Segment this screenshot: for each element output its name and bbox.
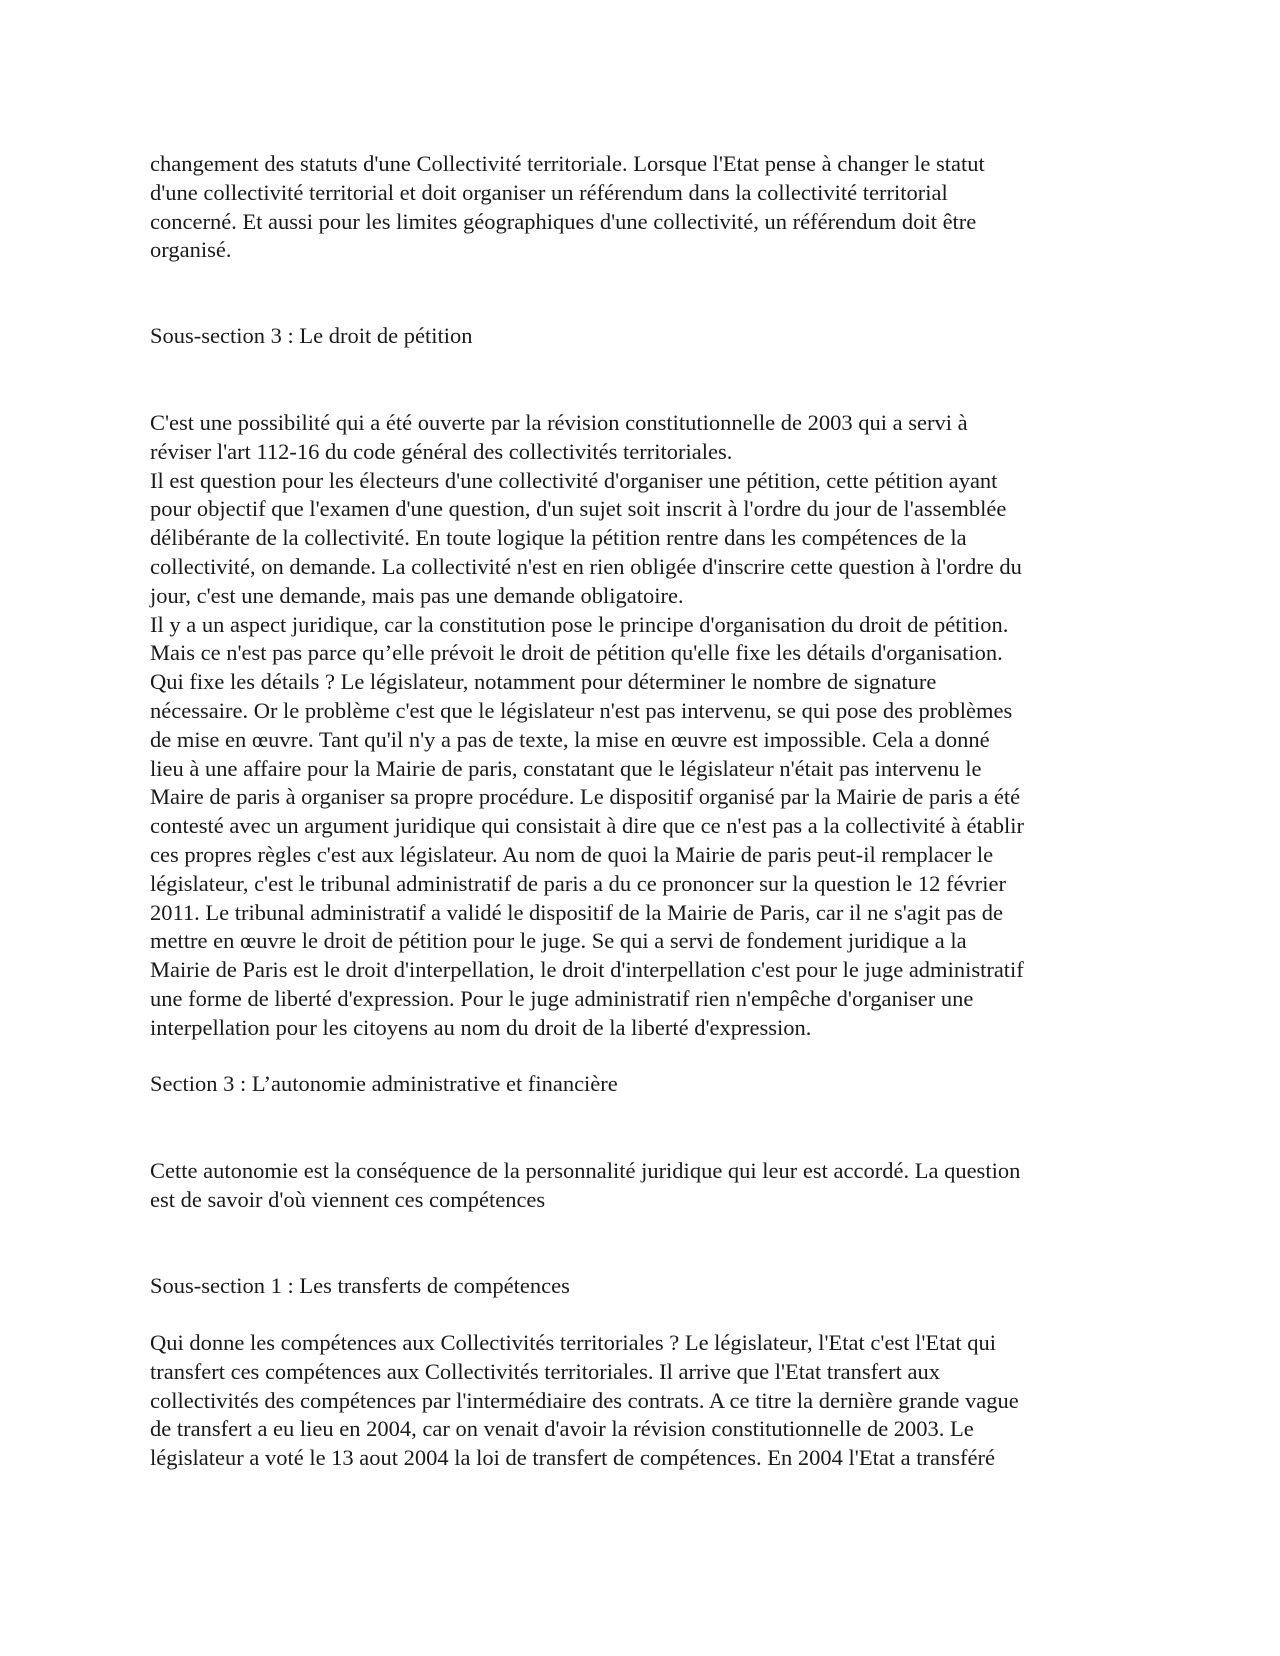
text-line: pour objectif que l'examen d'une question, d'un sujet soit inscrit à l'ordre du jour de l'assemblée <box>150 496 1007 522</box>
text-line: collectivité, on demande. La collectivité n'est en rien obligée d'inscrire cette question à l'ordre du <box>150 553 1022 579</box>
text-line: législateur a voté le 13 aout 2004 la loi de transfert de compétences. En 2004 l'Etat a transféré <box>150 1445 995 1471</box>
text-line: délibérante de la collectivité. En toute logique la pétition rentre dans les compétences de la <box>150 525 967 551</box>
text-line: transfert ces compétences aux Collectivités territoriales. Il arrive que l'Etat transfert aux <box>150 1358 940 1384</box>
text-line: Cette autonomie est la conséquence de la personnalité juridique qui leur est accordé. La question <box>150 1158 1021 1183</box>
heading-sous-section-1: Sous-section 1 : Les transferts de compétences <box>150 1273 570 1298</box>
text-line: Qui fixe les détails ? Le législateur, notamment pour déterminer le nombre de signature <box>150 669 937 695</box>
text-line: collectivités des compétences par l'intermédiaire des contrats. A ce titre la dernière grande vague <box>150 1387 1019 1413</box>
text-line: C'est une possibilité qui a été ouverte par la révision constitutionnelle de 2003 qui a servi à <box>150 410 968 435</box>
text-line: une forme de liberté d'expression. Pour le juge administratif rien n'empêche d'organiser une <box>150 985 974 1011</box>
paragraph-autonomie <box>150 1157 1130 1215</box>
heading-section-3: Section 3 : L’autonomie administrative et financière <box>150 1071 618 1096</box>
paragraph-transferts <box>150 1329 1130 1473</box>
text-line: concerné. Et aussi pour les limites géographiques d'une collectivité, un référendum doit être <box>150 208 977 234</box>
text-line: Mais ce n'est pas parce qu’elle prévoit le droit de pétition qu'elle fixe les détails d'organisation. <box>150 640 1003 666</box>
text-line: nécessaire. Or le problème c'est que le législateur n'est pas intervenu, se qui pose des problèmes <box>150 697 1013 723</box>
text-line: Maire de paris à organiser sa propre procédure. Le dispositif organisé par la Mairie de paris a été <box>150 784 1021 810</box>
text-line: changement des statuts d'une Collectivité territoriale. Lorsque l'Etat pense à changer le statut <box>150 151 985 176</box>
text-line: ces propres règles c'est aux législateur. Au nom de quoi la Mairie de paris peut-il remplacer le <box>150 841 994 867</box>
text-line: organisé. <box>150 237 232 263</box>
text-line: est de savoir d'où viennent ces compétences <box>150 1186 546 1212</box>
text-line: Qui donne les compétences aux Collectivités territoriales ? Le législateur, l'Etat c'est l'Etat qui <box>150 1330 996 1355</box>
text-line: Il y a un aspect juridique, car la constitution pose le principe d'organisation du droit de pétition. <box>150 611 1009 637</box>
text-line: réviser l'art 112-16 du code général des collectivités territoriales. <box>150 438 733 464</box>
heading-sous-section-3: Sous-section 3 : Le droit de pétition <box>150 323 473 348</box>
text-line: législateur, c'est le tribunal administratif de paris a du ce prononcer sur la question le 12 février <box>150 870 1006 896</box>
text-line: de mise en œuvre. Tant qu'il n'y a pas de texte, la mise en œuvre est impossible. Cela a donné <box>150 726 990 752</box>
text-line: mettre en œuvre le droit de pétition pour le juge. Se qui a servi de fondement juridique a la <box>150 928 967 954</box>
paragraph-referendum-statuts <box>150 150 1130 265</box>
text-line: lieu à une affaire pour la Mairie de paris, constatant que le législateur n'était pas intervenu le <box>150 755 982 781</box>
text-line: Il est question pour les électeurs d'une collectivité d'organiser une pétition, cette pétition ayant <box>150 467 998 493</box>
text-line: contesté avec un argument juridique qui consistait à dire que ce n'est pas a la collectivité à établir <box>150 813 1024 839</box>
text-line: de transfert a eu lieu en 2004, car on venait d'avoir la révision constitutionnelle de 2003. Le <box>150 1416 974 1442</box>
paragraph-droit-de-petition <box>150 409 1130 1043</box>
text-line: d'une collectivité territorial et doit organiser un référendum dans la collectivité territorial <box>150 179 948 205</box>
text-line: interpellation pour les citoyens au nom du droit de la liberté d'expression. <box>150 1014 812 1040</box>
text-line: Mairie de Paris est le droit d'interpellation, le droit d'interpellation c'est pour le juge administratif <box>150 957 1024 983</box>
text-line: jour, c'est une demande, mais pas une demande obligatoire. <box>150 582 684 608</box>
text-line: 2011. Le tribunal administratif a validé le dispositif de la Mairie de Paris, car il ne s'agit pas de <box>150 899 1003 925</box>
